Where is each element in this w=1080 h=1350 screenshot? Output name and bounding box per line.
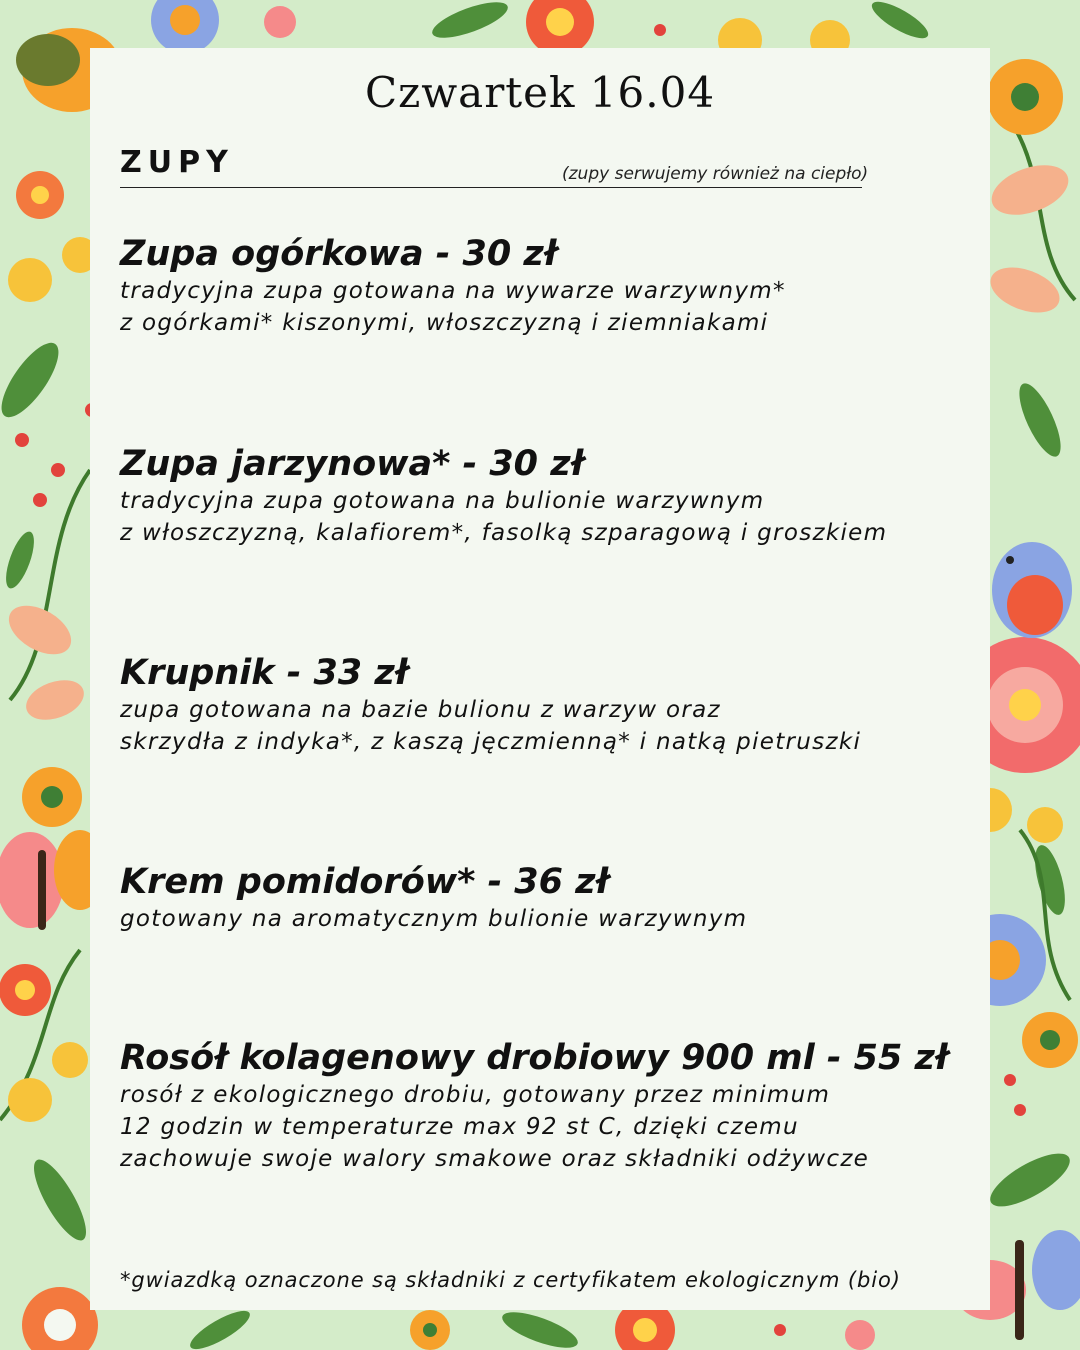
dish-description: gotowany na aromatycznym bulionie warzywnym xyxy=(120,906,748,932)
menu-item xyxy=(120,653,970,758)
dish-name: Rosół kolagenowy drobiowy 900 ml - 55 zł xyxy=(120,1038,949,1078)
footnote: *gwiazdką oznaczone są składniki z certyfikatem ekologicznym (bio) xyxy=(120,1268,901,1292)
dish-description: zupa gotowana na bazie bulionu z warzyw oraz skrzydła z indyka*, z kaszą jęczmienną* i natką pietruszki xyxy=(120,697,862,755)
section-title: ZUPY xyxy=(120,145,234,180)
dish-description: tradycyjna zupa gotowana na wywarze warzywnym* z ogórkami* kiszonymi, włoszczyzną i ziemniakami xyxy=(120,278,786,336)
page-title: Czwartek 16.04 xyxy=(364,68,716,117)
dish-name: Krupnik - 33 zł xyxy=(120,653,408,693)
dish-name: Zupa ogórkowa - 30 zł xyxy=(120,234,557,274)
menu-item xyxy=(120,862,970,935)
menu-item xyxy=(120,444,970,549)
dish-name: Zupa jarzynowa* - 30 zł xyxy=(120,444,584,484)
dish-name: Krem pomidorów* - 36 zł xyxy=(120,862,609,902)
section-divider xyxy=(120,187,862,188)
section-note: (zupy serwujemy również na ciepło) xyxy=(562,164,869,184)
menu-item xyxy=(120,1038,970,1175)
dish-description: rosół z ekologicznego drobiu, gotowany przez minimum 12 godzin w temperaturze max 92 st C, dzięki czemu zachowuje swoje walory smakowe oraz składniki odżywcze xyxy=(120,1082,870,1172)
menu-item xyxy=(120,234,970,339)
dish-description: tradycyjna zupa gotowana na bulionie warzywnym z włoszczyzną, kalafiorem*, fasolką szparagową i groszkiem xyxy=(120,488,888,546)
